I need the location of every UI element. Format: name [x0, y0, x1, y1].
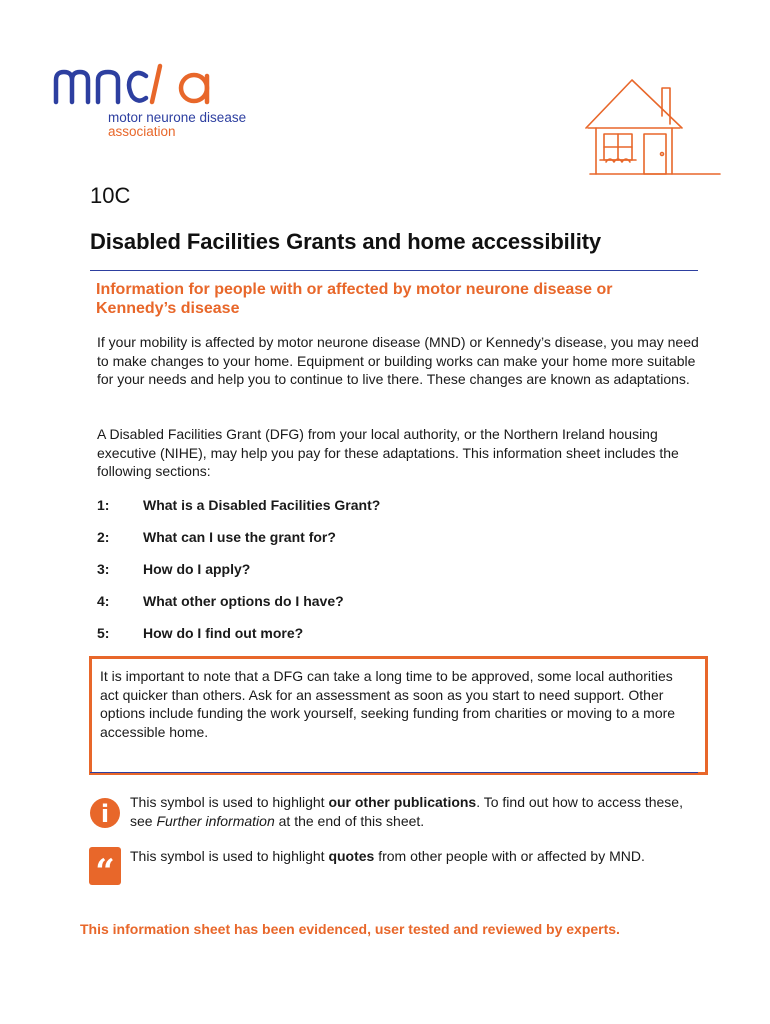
section-label: What other options do I have?	[143, 593, 344, 609]
house-illustration	[580, 76, 725, 182]
info-text-italic: Further information	[156, 812, 275, 829]
mnda-logo	[52, 62, 282, 142]
sheet-code: 10C	[90, 183, 131, 208]
section-number: 1:	[97, 497, 110, 513]
section-number: 4:	[97, 593, 110, 609]
quote-icon-glyph: “	[95, 852, 115, 885]
intro-paragraph: If your mobility is affected by motor neurone disease (MND) or Kennedy’s disease, you may need to make changes to your home. Equipment or building works can make your home more suitable for your needs and help you to continue to live there. These changes are known as adaptations.	[97, 334, 699, 387]
sections-list	[97, 497, 657, 657]
info-text-bold: our other publications	[328, 794, 477, 810]
section-label: How do I find out more?	[143, 625, 304, 641]
mnda-wordmark-graphic	[52, 62, 222, 108]
section-label: How do I apply?	[143, 561, 251, 577]
section-item	[97, 593, 657, 625]
section-item	[97, 561, 657, 593]
logo-line-2: association	[108, 124, 176, 139]
quote-text-part: This symbol is used to highlight	[130, 848, 329, 864]
quote-text-bold: quotes	[328, 848, 375, 864]
info-symbol-text	[130, 793, 690, 830]
section-number: 5:	[97, 625, 110, 641]
section-number: 3:	[97, 561, 110, 577]
info-text-part: at the end of this sheet.	[274, 812, 425, 829]
important-notice-text: It is important to note that a DFG can take a long time to be approved, some local authorities act quicker than others. Ask for an assessment as soon as you start to need support. Other options include funding the work yourself, seeking funding from charities or moving to a more accessible home.	[100, 668, 676, 740]
important-notice-box	[89, 656, 708, 775]
quote-text-part: from other people with or affected by MND.	[374, 848, 645, 864]
page-title: Disabled Facilities Grants and home accessibility	[90, 229, 602, 254]
symbols-divider	[90, 772, 698, 773]
section-item	[97, 529, 657, 561]
quote-symbol-text	[130, 847, 690, 866]
section-item	[97, 625, 657, 657]
logo-line-1: motor neurone disease	[108, 110, 247, 125]
evidence-note: This information sheet has been evidenced, user tested and reviewed by experts.	[80, 921, 620, 937]
title-divider	[90, 270, 698, 271]
quote-icon	[89, 847, 121, 885]
section-label: What is a Disabled Facilities Grant?	[143, 497, 381, 513]
subtitle: Information for people with or affected by motor neurone disease or Kennedy’s disease	[96, 281, 613, 317]
info-icon-glyph: i	[100, 800, 110, 828]
info-text-part: . To find out how to access these, see	[130, 794, 683, 829]
info-text-part: This symbol is used to highlight	[130, 794, 329, 810]
dfg-paragraph: A Disabled Facilities Grant (DFG) from your local authority, or the Northern Ireland housing executive (NIHE), may help you pay for these adaptations. This information sheet includes the following sections:	[97, 426, 679, 479]
section-item	[97, 497, 657, 529]
section-number: 2:	[97, 529, 110, 545]
info-icon	[89, 793, 121, 831]
section-label: What can I use the grant for?	[143, 529, 336, 545]
